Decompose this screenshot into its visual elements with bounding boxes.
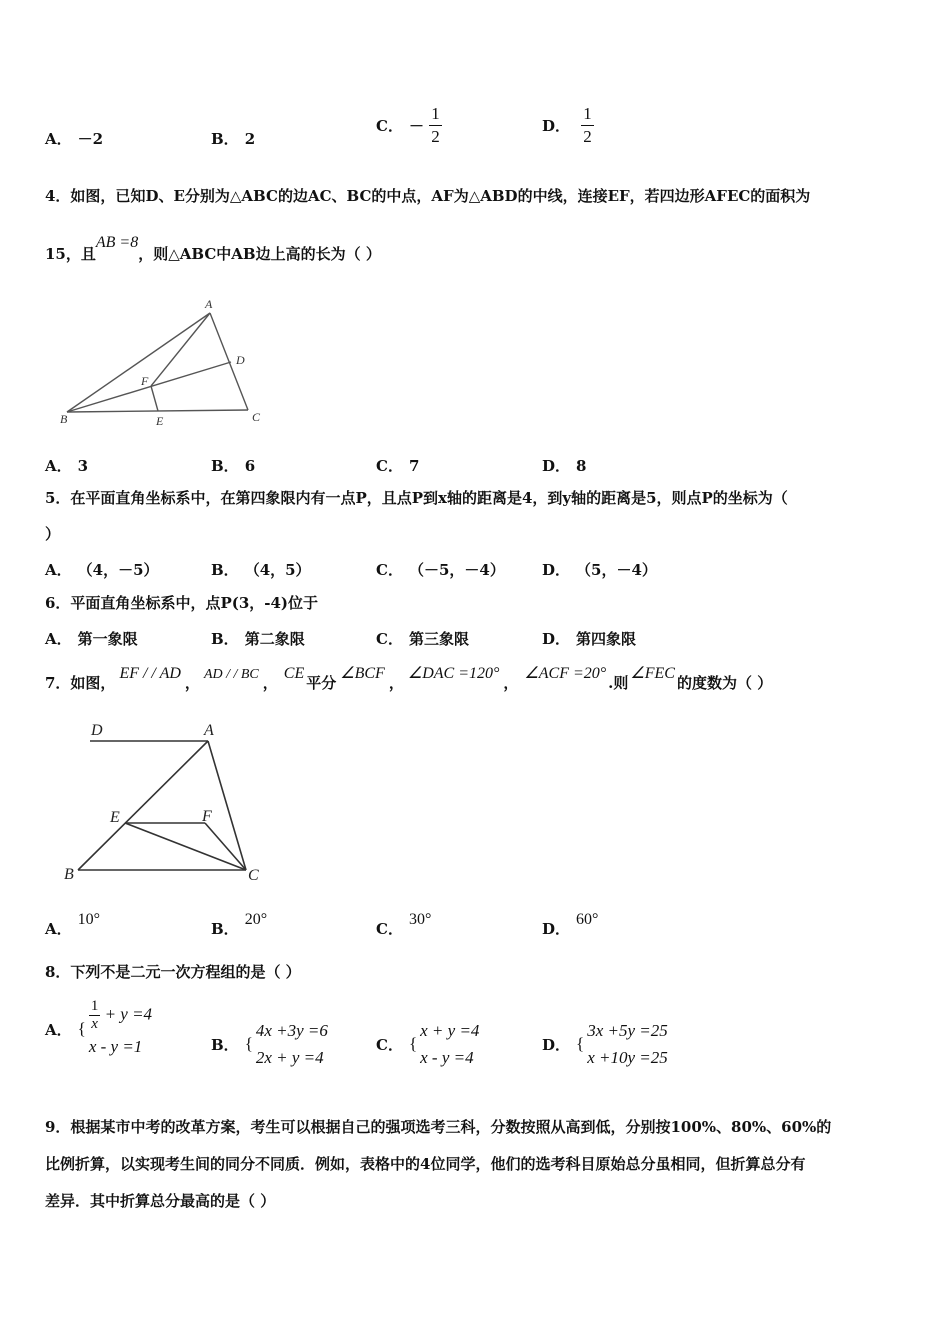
segment-ba [78,741,208,870]
q4-stem-line2 [45,234,381,265]
q4-stem-line1: 4．如图，已知D、E分别为△ABC的边AC、BC的中点，AF为△ABD的中线，连接EF，若四边形AFEC的面积为 [45,187,811,205]
q8-option-b [211,1017,328,1071]
q5-stem-line1: 5．在平面直角坐标系中，在第四象限内有一点P，且点P到x轴的距离是4，到y轴的距离是5，则点P的坐标为（ [45,489,788,507]
q6-option-c [376,628,469,649]
label-f: F [202,808,212,825]
q5-option-d [542,559,657,580]
q8-option-a [45,998,152,1060]
option-label: C． [376,630,403,648]
option-label: D． [542,117,571,135]
q4-math: AB =8 [95,234,139,251]
fraction-denominator: 2 [431,127,440,146]
option-label: B． [211,920,239,938]
equation-2: x +10y =25 [587,1048,668,1067]
q8-option-c [376,1017,479,1071]
segment-af [151,313,210,386]
option-value: 3 [77,457,89,475]
option-value: －2 [77,130,104,148]
option-label: A． [45,920,72,938]
segment-ac [208,741,246,870]
fraction-denominator: 2 [583,127,592,146]
option-label: A． [45,561,72,579]
option-label: D． [542,457,571,475]
option-label: B． [211,630,239,648]
q6-option-b [211,628,305,649]
q8-option-d [542,1017,668,1071]
label-a: A [204,722,214,739]
q4-triangle-figure [55,295,275,435]
label-e: E [110,809,120,826]
option-value: 第一象限 [77,630,138,648]
brace: { [576,1034,585,1053]
q4-text: 15，且 [45,245,96,263]
q7-math-angle-dac: ∠DAC =120° [407,665,500,682]
option-value: 8 [576,457,587,475]
q9-stem-line2: 比例折算，以实现考生间的同分不同质．例如，表格中的4位同学，他们的选考科目原始总分虽相同，但折算总分有 [45,1155,806,1173]
q5-stem-line2: ） [45,525,61,543]
option-value: 20° [244,911,268,928]
fraction-numerator: 1 [429,103,442,126]
q8-stem: 8．下列不是二元一次方程组的是（ ） [45,963,301,981]
segment-ba [67,313,210,412]
equation-1-rest: + y =4 [104,1004,153,1024]
q4-text: ，则△ABC中AB边上高的长为（ ） [138,245,381,263]
option-label: C． [376,117,403,135]
option-label: B． [211,130,239,148]
q7-math-angle-fec: ∠FEC [630,665,675,682]
option-label: D． [542,920,571,938]
option-value: （5，－4） [576,561,657,579]
option-label: C． [376,457,403,475]
option-label: B． [211,457,239,475]
option-label: D． [542,561,571,579]
option-value: 10° [77,911,101,928]
option-label: A． [45,130,72,148]
q7-text: 7．如图， [45,674,116,692]
equation-1: x + y =4 [420,1021,480,1040]
brace: { [77,1019,86,1038]
q9-stem-line1: 9．根据某市中考的改革方案，考生可以根据自己的强项选考三科，分数按照从高到低，分别按100%、80%、60%的 [45,1118,832,1136]
equation-system [587,1017,668,1071]
option-value: 2 [244,130,256,148]
brace: { [244,1034,253,1053]
segment-ec [125,823,246,870]
equation-system [420,1017,479,1071]
q7-text: ， [503,674,519,692]
equation-1: 4x +3y =6 [255,1021,328,1040]
equation-1 [89,998,152,1033]
option-label: A． [45,1020,72,1039]
q7-option-a [45,911,101,939]
fraction-denominator: x [91,1016,98,1032]
label-b: B [60,412,68,426]
option-label: C． [376,561,403,579]
equation-2: x - y =1 [88,1037,143,1056]
label-d: D [236,353,245,367]
q6-option-d [542,628,636,649]
q4-option-c [376,455,419,476]
q4-option-a [45,455,88,476]
equation-1: 3x +5y =25 [587,1021,668,1040]
option-value: （4，－5） [77,561,159,579]
q9-stem-line3: 差异．其中折算总分最高的是（ ） [45,1192,276,1210]
option-value: 第二象限 [244,630,305,648]
option-label: C． [376,920,403,938]
label-a: A [205,297,213,311]
q3-option-c [376,103,442,148]
label-c: C [252,410,261,424]
q6-stem: 6．平面直角坐标系中，点P(3，-4)位于 [45,594,319,612]
q7-trapezoid-figure [58,715,278,890]
fraction [429,103,442,148]
q4-option-b [211,455,255,476]
fraction-numerator: 1 [581,103,594,126]
option-sign: － [408,117,424,135]
label-b: B [64,866,74,883]
brace: { [408,1034,418,1053]
q7-text: .则 [608,674,629,692]
q7-math-angle-acf: ∠ACF =20° [524,665,607,682]
equation-2: 2x + y =4 [255,1048,324,1067]
segment-fe [151,386,158,411]
q7-option-d [542,911,599,939]
option-value: 第三象限 [408,630,469,648]
q7-text: 平分 [306,674,337,692]
segment-bd [67,362,231,412]
q6-option-a [45,628,138,649]
equation-2: x - y =4 [420,1048,474,1067]
option-value: （4，5） [244,561,311,579]
fraction [581,103,594,148]
option-value: （－5，－4） [408,561,505,579]
option-label: A． [45,457,72,475]
option-label: D． [542,630,571,648]
option-label: C． [376,1035,403,1054]
q7-math-ef-parallel-ad: EF / / AD [119,665,181,682]
label-c: C [248,867,259,884]
q3-option-a [45,128,103,149]
q5-option-b [211,559,311,580]
fraction-numerator: 1 [90,998,99,1014]
option-value: 7 [408,457,420,475]
option-label: B． [211,561,239,579]
q7-text: ， [262,674,278,692]
q7-math-ad-parallel-bc: AD / / BC [203,667,259,682]
fraction [89,998,101,1033]
equation-system [256,1017,328,1071]
option-value: 6 [244,457,256,475]
label-e: E [156,414,164,428]
label-f: F [141,374,149,388]
q4-option-d [542,455,586,476]
q5-option-c [376,559,505,580]
q7-stem [45,665,773,695]
q7-text: 的度数为（ ） [676,674,773,692]
option-value: 第四象限 [576,630,637,648]
q7-option-b [211,911,268,939]
q7-math-angle-bcf: ∠BCF [340,665,385,682]
q5-option-a [45,559,159,580]
option-value: 30° [408,911,432,928]
label-d: D [91,722,103,739]
q7-option-c [376,911,432,939]
q7-text: ， [184,674,200,692]
option-label: B． [211,1035,239,1054]
q7-text: ， [388,674,404,692]
equation-system [89,998,152,1060]
option-label: D． [542,1035,571,1054]
option-label: A． [45,630,72,648]
option-value: 60° [576,911,599,928]
q3-option-d [542,103,594,148]
q7-math-ce: CE [283,665,305,682]
q3-option-b [211,128,255,149]
